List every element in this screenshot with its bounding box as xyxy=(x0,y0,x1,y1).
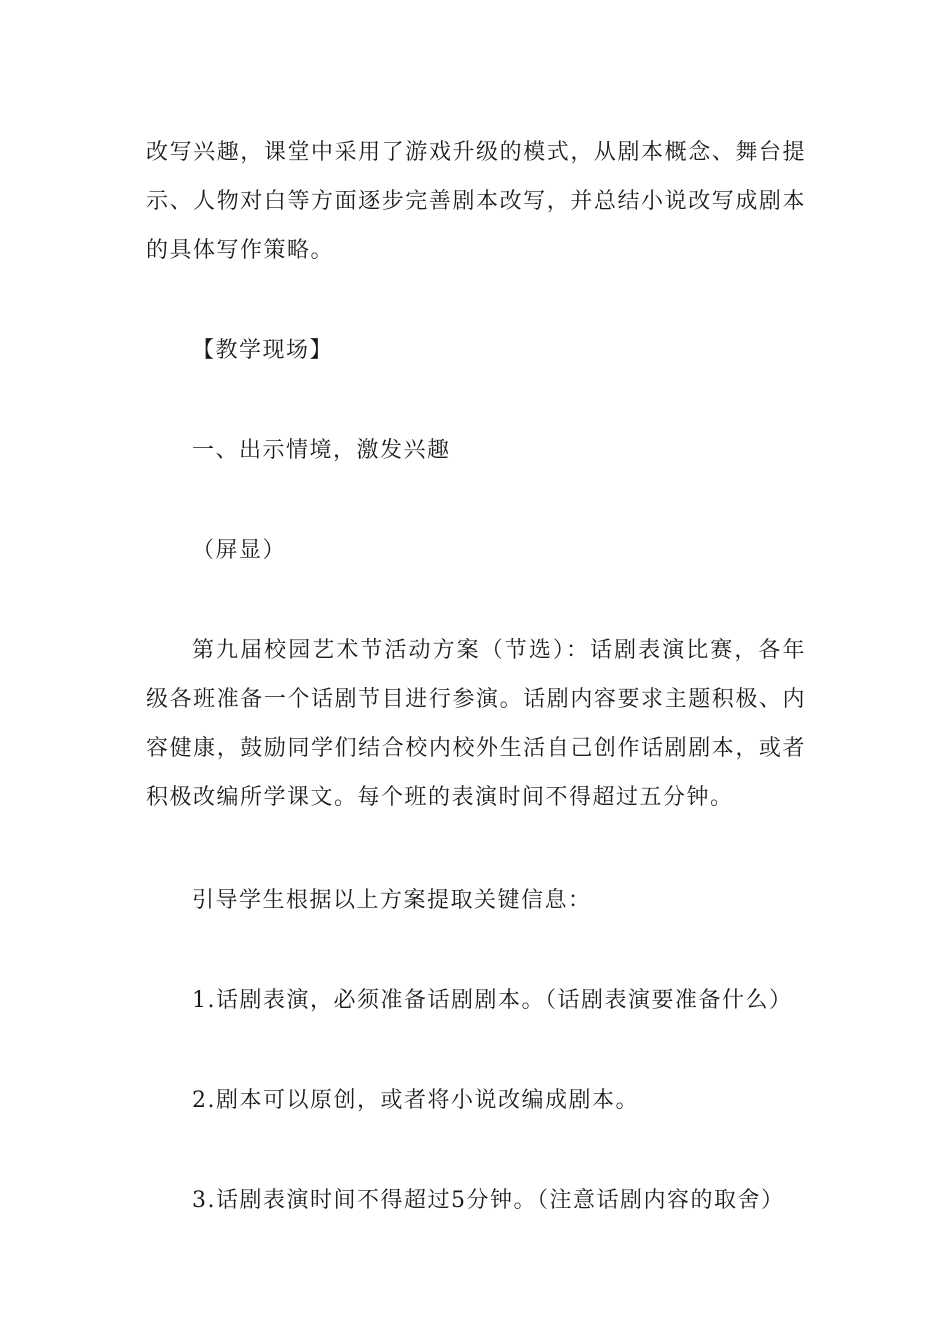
section-heading-teaching-scene: 【教学现场】 xyxy=(192,338,334,363)
paragraph-continuation: 改写兴趣，课堂中采用了游戏升级的模式，从剧本概念、舞台提示、人物对白等方面逐步完善剧本改写，并总结小说改写成剧本的具体写作策略。 xyxy=(146,140,806,263)
list-item-2: 2.剧本可以原创，或者将小说改编成剧本。 xyxy=(192,1088,639,1113)
screen-display-note: （屏显） xyxy=(192,538,287,563)
paragraph-guidance: 引导学生根据以上方案提取关键信息： xyxy=(192,888,592,913)
subheading-situation: 一、出示情境，激发兴趣 xyxy=(192,438,451,463)
list-item-3: 3.话剧表演时间不得超过5分钟。（注意话剧内容的取舍） xyxy=(192,1188,785,1213)
paragraph-activity-plan: 第九届校园艺术节活动方案（节选）：话剧表演比赛，各年级各班准备一个话剧节目进行参演。话剧内容要求主题积极、内容健康，鼓励同学们结合校内校外生活自己创作话剧剧本，或者积极改编所学课文。每个班的表演时间不得超过五分钟。 xyxy=(146,638,806,810)
list-item-1: 1.话剧表演，必须准备话剧剧本。（话剧表演要准备什么） xyxy=(192,988,793,1013)
